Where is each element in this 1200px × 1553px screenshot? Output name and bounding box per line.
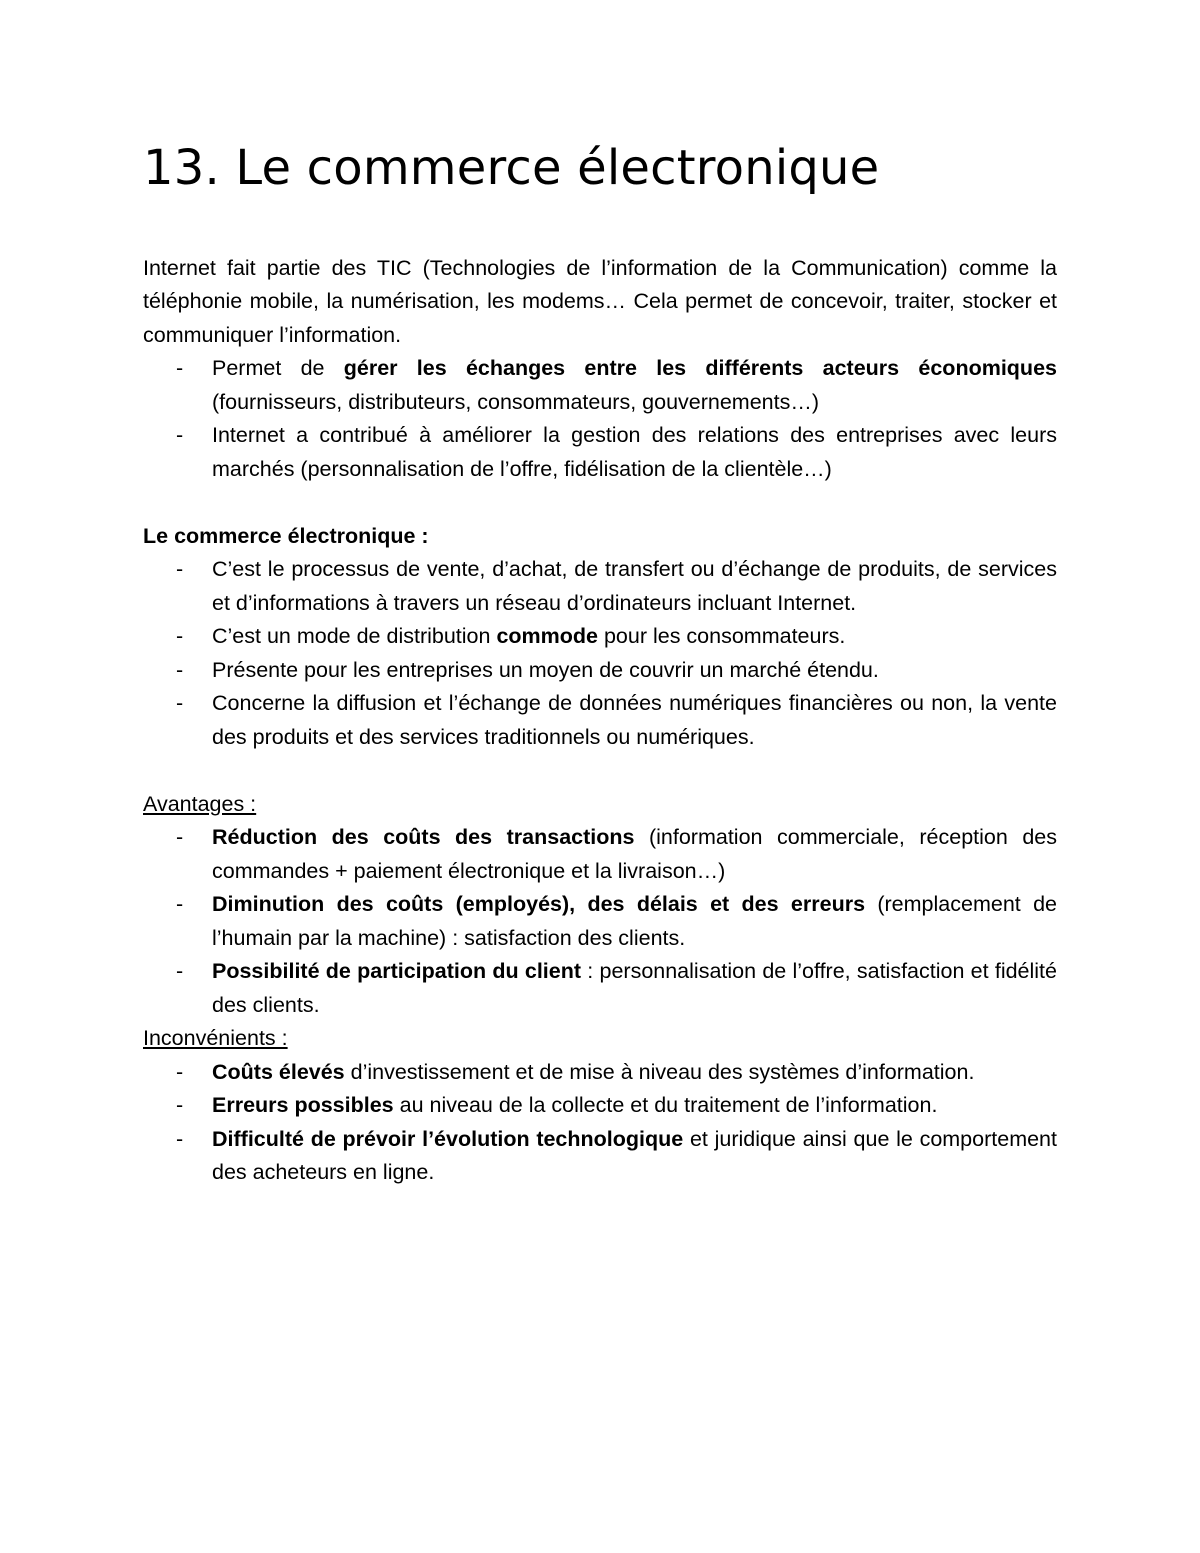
list-item: - C’est le processus de vente, d’achat, de transfert ou d’échange de produits, de services et d’informations à travers un réseau d’ordinateurs incluant Internet. [143,553,1057,620]
spacer [143,754,1057,788]
bullet-dash: - [176,1093,184,1118]
intro-list [143,352,1057,486]
section-heading-inconvenients: Inconvénients : [143,1026,288,1051]
list-item: - Internet a contribué à améliorer la gestion des relations des entreprises avec leurs marchés (personnalisation de l’offre, fidélisation de la clientèle…) [143,419,1057,486]
list-item: - Coûts élevés d’investissement et de mise à niveau des systèmes d’information. [143,1056,1057,1090]
bullet-dash: - [176,557,184,582]
bullet-dash: - [176,892,184,917]
inconvenients-list [143,1056,1057,1190]
list-item: - Possibilité de participation du client : personnalisation de l’offre, satisfaction et fidélité des clients. [143,955,1057,1022]
list-item: - Réduction des coûts des transactions (information commerciale, réception des commandes + paiement électronique et la livraison…) [143,821,1057,888]
bullet-dash: - [176,657,184,682]
list-item: - Diminution des coûts (employés), des délais et des erreurs (remplacement de l’humain par la machine) : satisfaction des clients. [143,888,1057,955]
ecommerce-list [143,553,1057,754]
avantages-list [143,821,1057,1022]
section-heading-ecommerce: Le commerce électronique : [143,523,429,548]
bullet-dash: - [176,691,184,716]
list-item: - Permet de gérer les échanges entre les différents acteurs économiques (fournisseurs, distributeurs, consommateurs, gouvernements…) [143,352,1057,419]
list-item: - Erreurs possibles au niveau de la collecte et du traitement de l’information. [143,1089,1057,1123]
list-item: - C’est un mode de distribution commode pour les consommateurs. [143,620,1057,654]
bullet-dash: - [176,356,184,381]
page-title: 13. Le commerce électronique [143,140,880,196]
list-item: - Concerne la diffusion et l’échange de données numériques financières ou non, la vente des produits et des services traditionnels ou numériques. [143,687,1057,754]
spacer [143,486,1057,520]
bullet-dash: - [176,959,184,984]
intro-paragraph: Internet fait partie des TIC (Technologies de l’information de la Communication) comme la téléphonie mobile, la numérisation, les modems… Cela permet de concevoir, traiter, stocker et communiquer l’information. [143,255,1057,347]
document-page [143,140,1057,1190]
bullet-dash: - [176,423,184,448]
bullet-dash: - [176,624,184,649]
bullet-dash: - [176,1059,184,1084]
list-item: - Présente pour les entreprises un moyen de couvrir un marché étendu. [143,654,1057,688]
list-item: - Difficulté de prévoir l’évolution technologique et juridique ainsi que le comportement des acheteurs en ligne. [143,1123,1057,1190]
bullet-dash: - [176,825,184,850]
section-heading-avantages: Avantages : [143,791,257,816]
bullet-dash: - [176,1126,184,1151]
